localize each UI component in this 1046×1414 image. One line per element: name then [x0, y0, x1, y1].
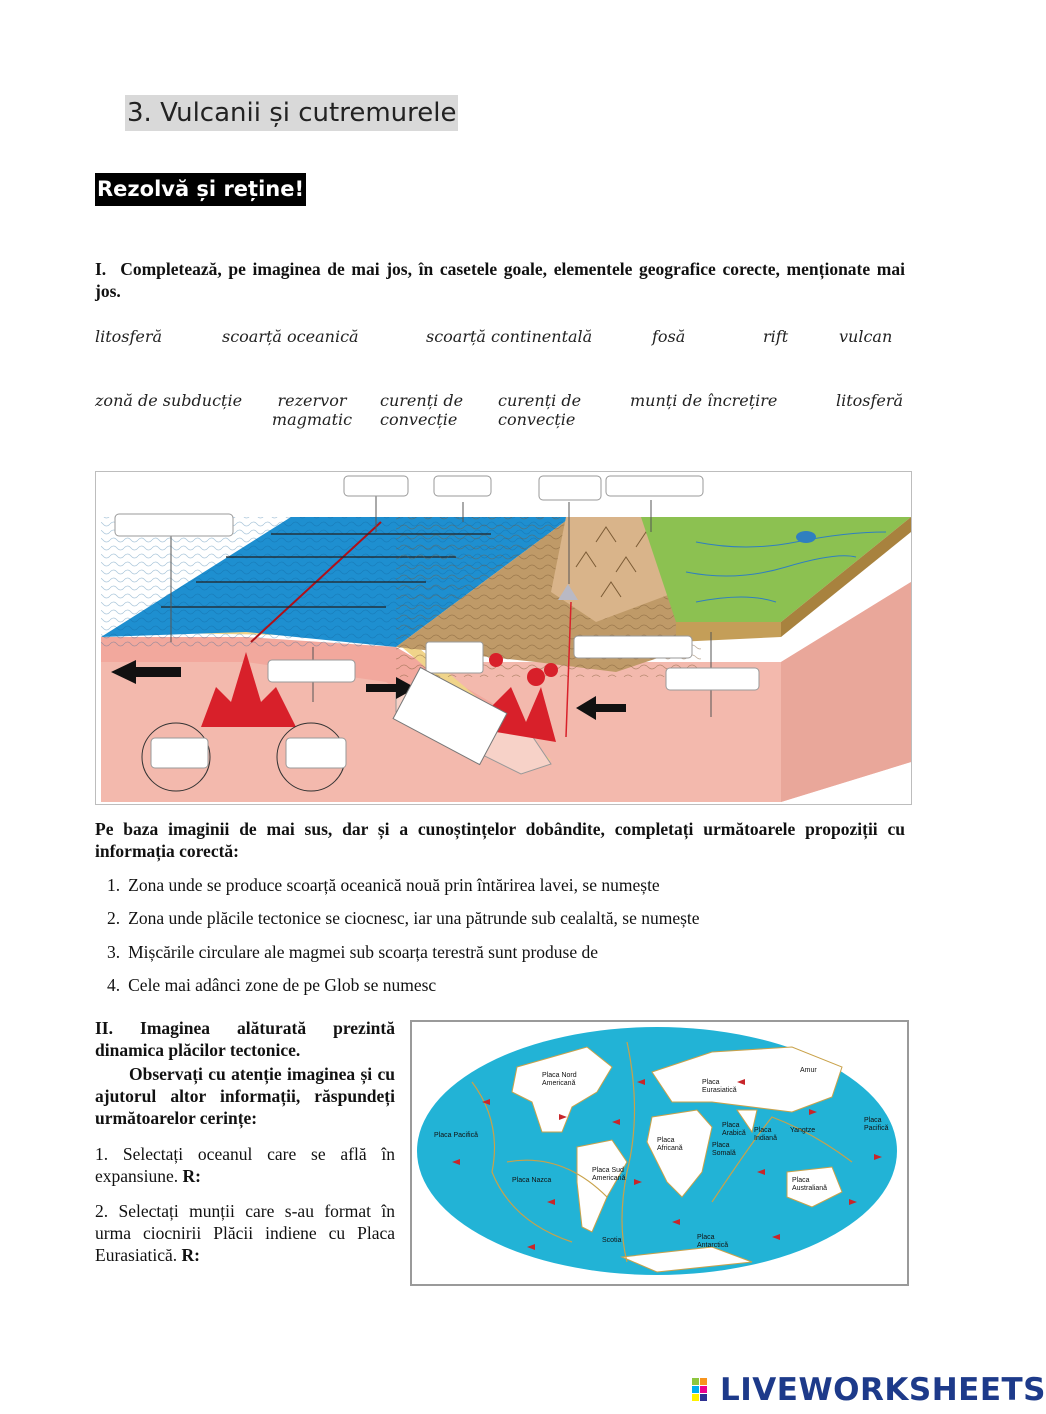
page-title: 3. Vulcanii și cutremurele: [125, 95, 458, 131]
plates-map: [410, 1020, 909, 1286]
liveworksheets-logo: [692, 1372, 1046, 1408]
answer-box-convection-left[interactable]: [151, 738, 208, 768]
answer-label: R:: [181, 1245, 200, 1265]
label-amur: Amur: [800, 1067, 817, 1074]
answer-box-top-3[interactable]: [539, 476, 601, 500]
answer-box-top-4[interactable]: [606, 476, 703, 496]
liveworksheets-logo-icon: [692, 1378, 716, 1402]
answer-box-convection-right[interactable]: [286, 738, 346, 768]
section-subtitle: Rezolvă și reține!: [95, 173, 306, 206]
answer-box-top-2[interactable]: [434, 476, 491, 496]
label-india: Placa Indiană: [754, 1127, 777, 1142]
task-instruction: [95, 258, 905, 302]
answer-label: R:: [182, 1166, 201, 1186]
liveworksheets-brand[interactable]: LIVEWORKSHEETS: [720, 1372, 1046, 1408]
word-bank-item: vulcan: [839, 327, 893, 346]
plates-map-svg: [412, 1022, 903, 1280]
word-bank-item: rezervor magmatic: [271, 391, 353, 429]
section2-q2: 2. Selectați munții care s-au format în urma ciocnirii Plăcii indiene cu Placa Eurasiatică. R:: [95, 1201, 395, 1265]
word-bank-item: litosferă: [836, 391, 904, 410]
label-north-america: Placa Nord Americană: [542, 1072, 577, 1087]
label-nazca: Placa Nazca: [512, 1177, 552, 1184]
label-scotia: Scotia: [602, 1237, 622, 1244]
questions-intro: Pe baza imaginii de mai sus, dar și a cunoștințelor dobândite, completați următoarele propoziții cu informația corectă:: [95, 819, 905, 861]
answer-box-top-1[interactable]: [344, 476, 408, 496]
tectonics-diagram-svg: [96, 472, 911, 804]
word-bank-item: scoarță continentală: [426, 327, 593, 346]
section2-instructions: Observați cu atenție imaginea și cu ajutorul altor informații, răspundeți următoarelor cerințe:: [95, 1064, 395, 1128]
tectonics-diagram: [95, 471, 912, 805]
label-somalia: Placa Somală: [712, 1142, 736, 1157]
word-bank-item: scoarță oceanică: [222, 327, 359, 346]
section2-intro: II. Imaginea alăturată prezintă dinamica plăcilor tectonice.: [95, 1018, 395, 1060]
question-item: 1. Zona unde se produce scoarță oceanică nouă prin întărirea lavei, se numește: [107, 875, 660, 895]
word-bank-item: litosferă: [95, 327, 163, 346]
answer-box-continental[interactable]: [574, 636, 692, 658]
question-item: 4. Cele mai adânci zone de pe Glob se numesc: [107, 975, 437, 995]
label-africa: Placa Africană: [657, 1137, 683, 1152]
label-south-america: Placa Sud Americană: [592, 1167, 626, 1182]
section2-q1: 1. Selectați oceanul care se află în expansiune. R:: [95, 1144, 395, 1186]
answer-box-rift-label[interactable]: [115, 514, 233, 536]
magma-blob: [544, 663, 558, 677]
task-text: Completează, pe imaginea de mai jos, în casetele goale, elementele geografice corecte, menționate mai jos.: [95, 259, 905, 301]
label-australia: Placa Australiană: [792, 1177, 828, 1192]
question-item: 3. Mișcările circulare ale magmei sub scoarța terestră sunt produse de: [107, 942, 599, 962]
label-yangtze: Yangtze: [790, 1127, 816, 1134]
task-number: I.: [95, 259, 107, 279]
magma-blob: [527, 668, 545, 686]
magma-blob: [489, 653, 503, 667]
answer-box-trench[interactable]: [426, 642, 483, 673]
word-bank-item: rift: [763, 327, 789, 346]
word-bank-item: curenți de convecție: [380, 391, 464, 429]
question-item: 2. Zona unde plăcile tectonice se ciocnesc, iar una pătrunde sub cealaltă, se numește: [107, 908, 700, 928]
word-bank-item: fosă: [652, 327, 686, 346]
answer-box-oceanic[interactable]: [268, 660, 355, 682]
label-antarctic: Placa Antarctică: [697, 1234, 729, 1249]
label-eurasia: Placa Eurasiatică: [702, 1079, 737, 1094]
answer-box-lithosphere[interactable]: [666, 668, 759, 690]
word-bank-item: munți de încrețire: [630, 391, 778, 410]
label-pacific-right: Placa Pacifică: [864, 1117, 889, 1132]
word-bank-item: zonă de subducție: [95, 391, 243, 410]
label-arabia: Placa Arabică: [722, 1122, 746, 1137]
lake: [796, 531, 816, 543]
label-pacific-left: Placa Pacifică: [434, 1132, 478, 1139]
word-bank-item: curenți de convecție: [498, 391, 582, 429]
